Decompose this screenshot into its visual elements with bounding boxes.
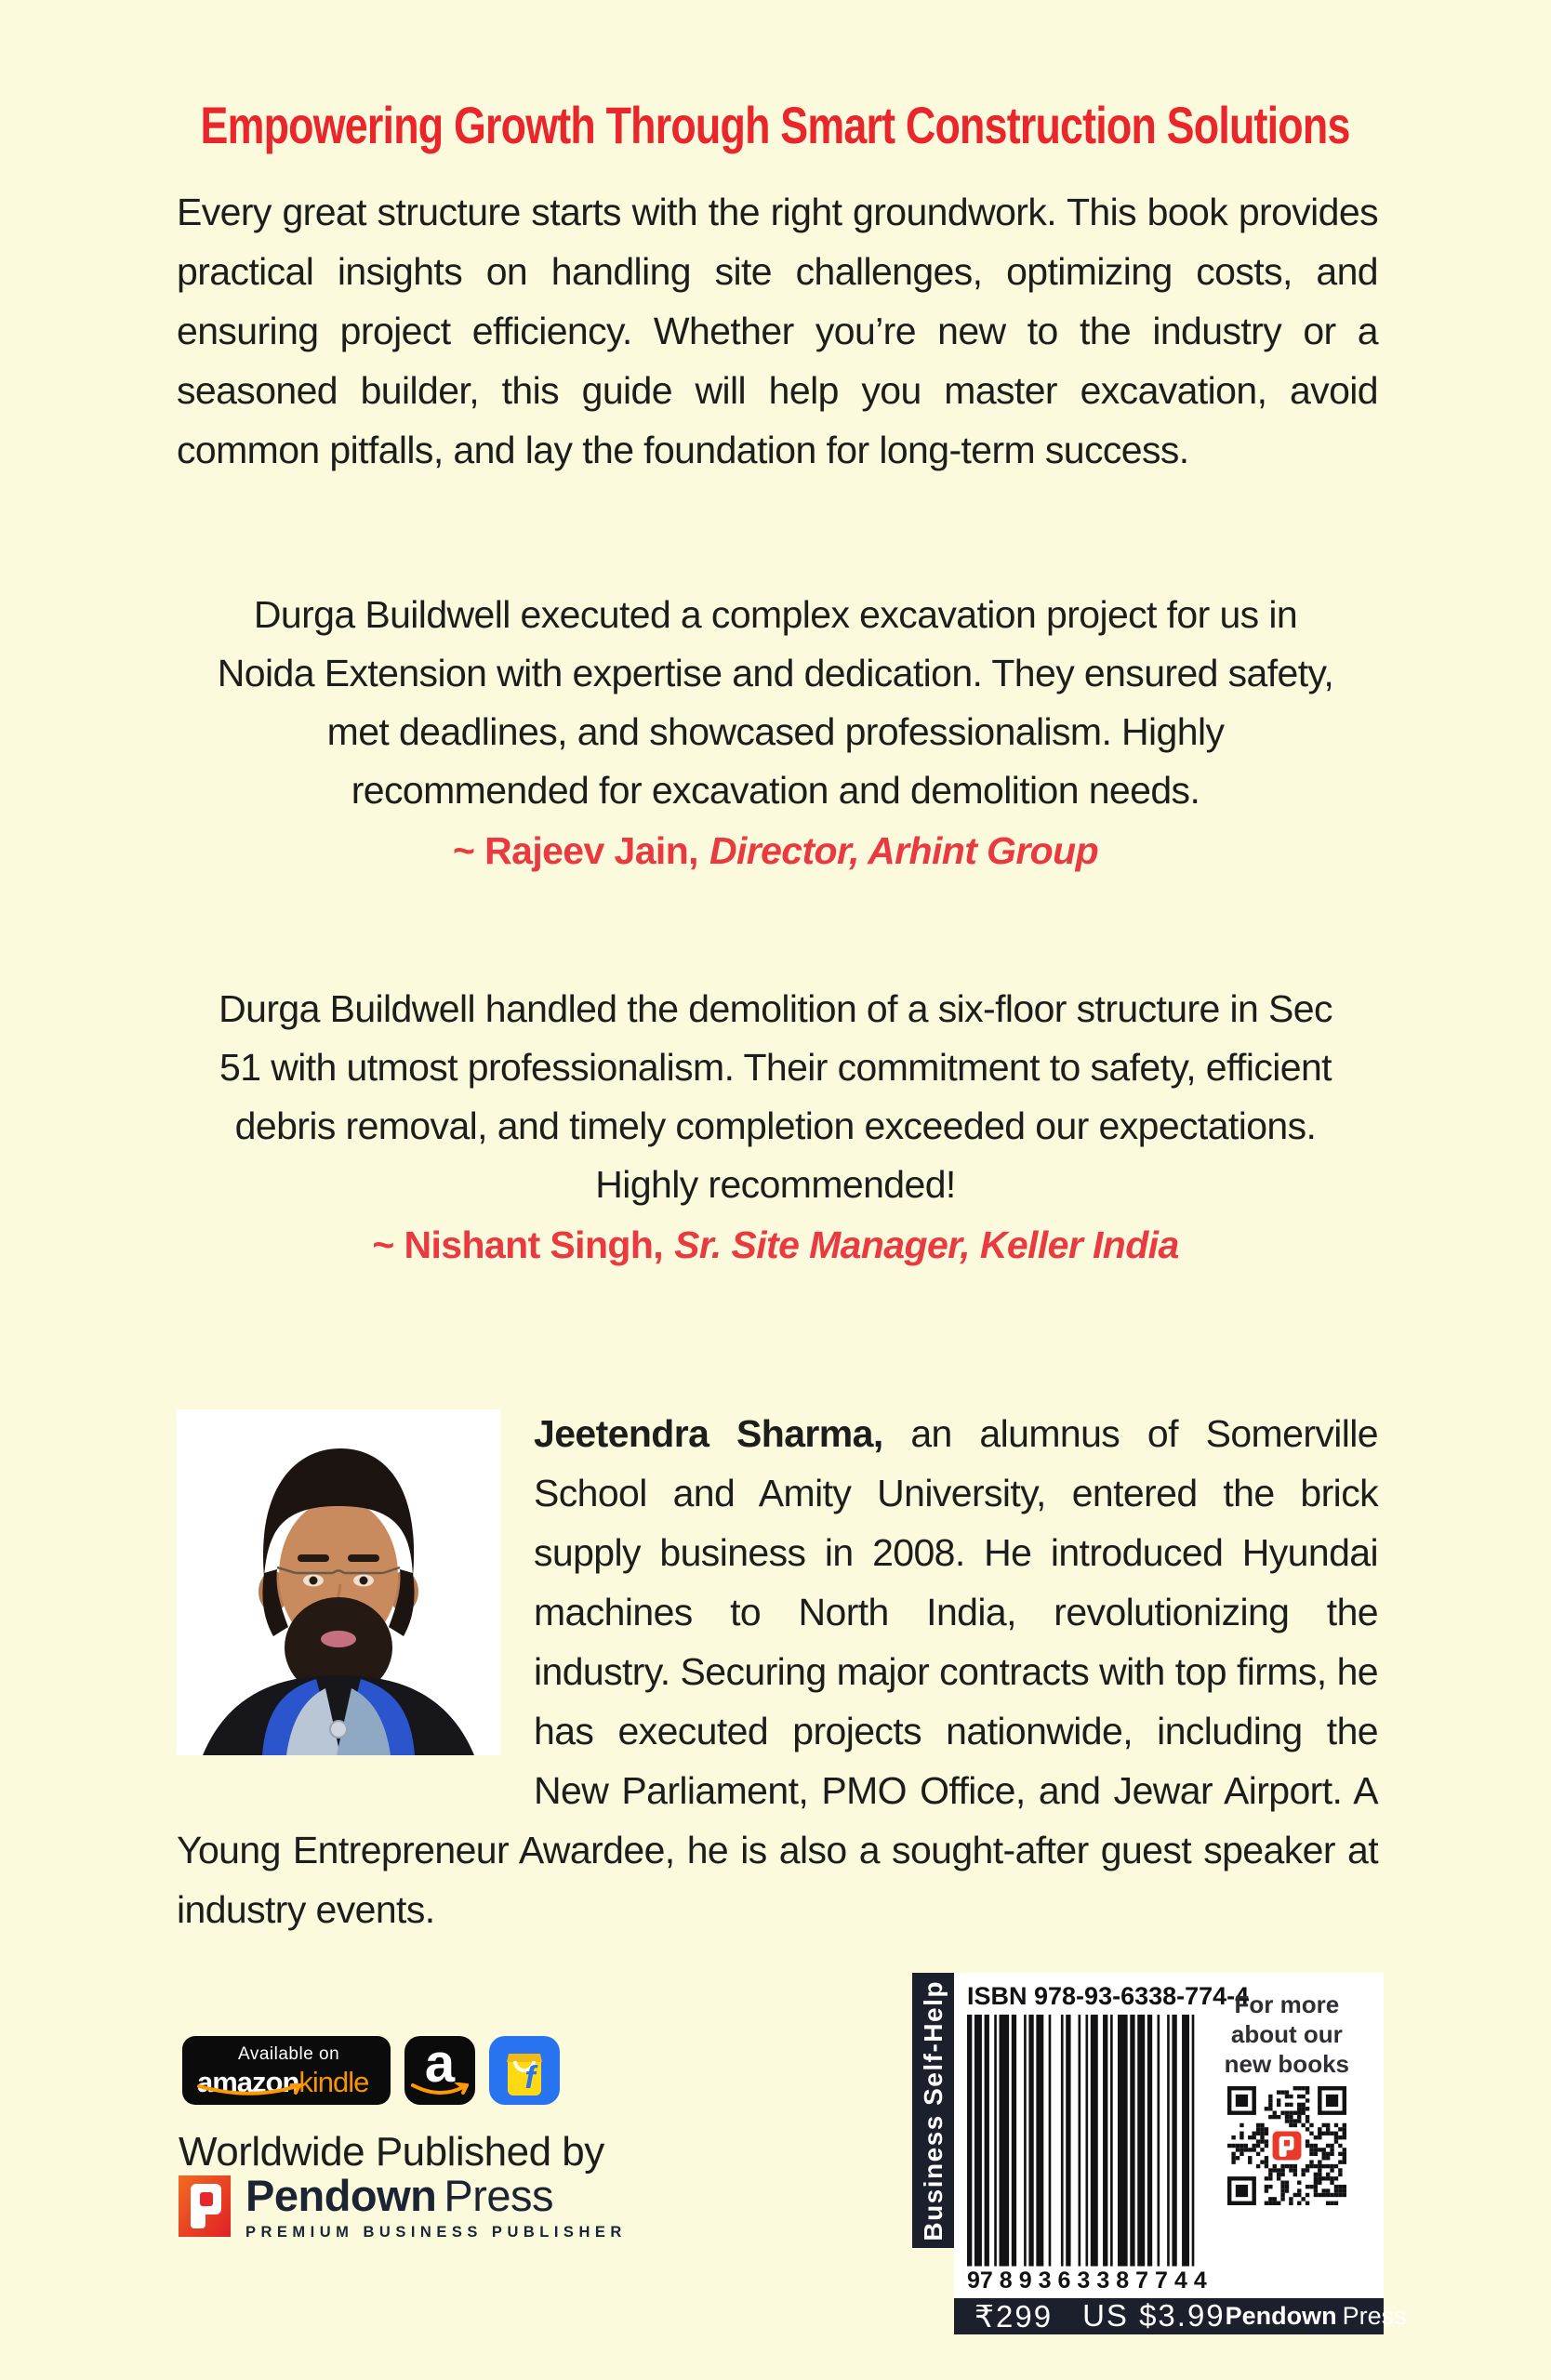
category-strip [912,1973,954,2248]
isbn-number: ISBN 978-93-6338-774-4 [967,1982,1250,2010]
price-usd: US $3.99 [1082,2298,1226,2334]
testimonial-1-quote: Durga Buildwell executed a complex excavation project for us in Noida Extension with expertise and dedication. They ensured safety, met deadlines, and showcased professionalism. Highly recommended for excavation and demolition needs. [217,593,1334,812]
amazon-wordmark: amazon [197,2066,299,2098]
qr-code [1227,2086,1346,2205]
worldwide-published-label: Worldwide Published by [179,2129,604,2175]
qr-caption: For more about our new books [1224,1990,1349,2078]
pendown-wordmark: Pendown Press [245,2171,554,2220]
barcode-digits: 9 789363 387744 [967,2267,1213,2294]
qr-center-logo [1272,2132,1301,2161]
attribution-role: Sr. Site Manager, Keller India [674,1223,1179,1266]
amazon-icon: a [404,2036,475,2105]
testimonial-2-quote-extra: Highly recommended! [595,1163,956,1206]
store-badges-row [182,2036,560,2105]
attribution-name: ~ Rajeev Jain, [452,829,698,872]
amazon-kindle-badge [182,2036,391,2105]
author-bio-text: an alumnus of Somerville School and Amity University, entered the brick supply business in 2008. He introduced Hyundai machines to North India, revolutionizing the industry. Securing major contracts with top firms, he has executed projects nationwide, including the New Parliament, PMO Office, and Jewar Airport. A Young Entrepreneur Awardee, he is also a sought-after guest speaker at industry events. [177,1412,1378,1931]
amazon-smile-icon [411,2082,469,2097]
attribution-name: ~ Nishant Singh, [372,1223,664,1266]
isbn-panel [912,1973,1407,2334]
testimonial-2 [208,980,1343,1275]
author-photo [177,1409,500,1755]
author-name: Jeetendra Sharma, [534,1412,883,1455]
kindle-wordmark: kindle [298,2066,369,2098]
testimonial-2-attribution [208,1216,1343,1275]
barcode [967,2015,1200,2267]
pendown-press-logo [179,2171,627,2241]
intro-paragraph: Every great structure starts with the right groundwork. This book provides practical insights on handling site challenges, optimizing costs, and ensuring project efficiency. Whether you’re new to the industry or a seasoned builder, this guide will help you master excavation, avoid common pitfalls, and lay the foundation for long-term success. [177,191,1378,471]
attribution-role: Director, Arhint Group [709,829,1099,872]
amazon-smile-icon [197,2083,301,2096]
strip-publisher: Pendown Press [1225,2301,1407,2330]
flipkart-icon [489,2036,560,2105]
testimonial-2-quote: Durga Buildwell handled the demolition of a six-floor structure in Sec 51 with utmost professionalism. Their commitment to safety, efficient debris removal, and timely completion exceeded our expectations. [219,987,1332,1147]
pendown-tagline: PREMIUM BUSINESS PUBLISHER [245,2224,627,2241]
category-label: Business Self-Help [918,1979,948,2241]
price-strip [954,2298,1407,2334]
testimonial-1-attribution [208,822,1343,880]
pendown-p-icon [179,2175,231,2237]
author-portrait-illustration [177,1409,500,1755]
author-bio-section [177,1393,1378,1939]
svg-text:f: f [524,2060,536,2096]
available-on-label: Available on [238,2044,340,2064]
testimonial-1 [208,586,1343,880]
barcode-bars [967,2015,1194,2267]
price-inr: ₹299 [974,2298,1054,2334]
page-title: Empowering Growth Through Smart Construction Solutions [200,96,1351,154]
